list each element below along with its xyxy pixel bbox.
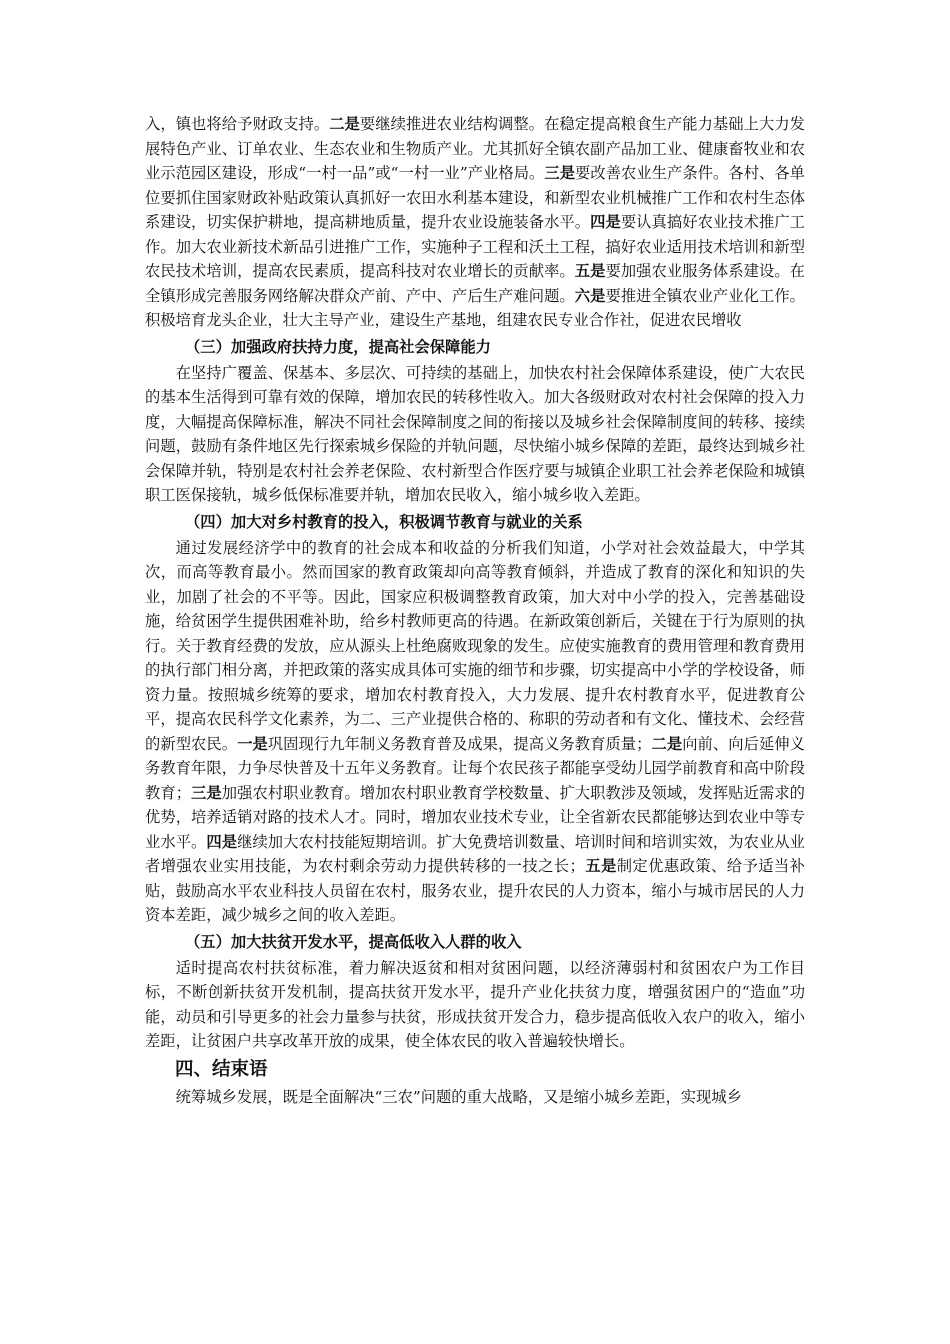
chapter-heading-conclusion: 四、结束语 <box>175 1058 268 1080</box>
paragraph-poverty: 适时提高农村扶贫标准，着力解决返贫和相对贫困问题，以经济薄弱村和贫困农户为工作目标，不断创新扶贫开发机制，提高扶贫开发水平，提升产业化扶贫力度，增强贫困户的“造血”功能，动员和引导更多的社会力量参与扶贫，形成扶贫开发合力，稳步提高低收入农户的收入，缩小差距，让贫困户共享改革开放的成果，使全体农民的收入普遍较快增长。 <box>145 958 805 1050</box>
text: 加强农村职业教育。增加农村职业教育学校数量、扩大职教涉及领域，发挥贴近需求的优势，培养适销对路的技术人才。同时，增加农业技术专业，让全省新农民都能够达到农业中等专业水平。 <box>145 783 805 851</box>
bold-marker: 三是 <box>191 783 222 802</box>
bold-marker: 四是 <box>590 213 621 231</box>
text: 要继续推进农业结构调整。在稳定提高粮食生产能力基础上大力发展特色产业、订单农业、生态农业和生物质产业。尤其抓好全镇农副产品加工业、健康畜牧业和农业示范园区建设，形成“一村一品”或“一村一业”产业格局。 <box>145 115 805 182</box>
text: 入，镇也将给予财政支持。 <box>145 115 330 133</box>
paragraph-agri-measures <box>145 112 805 333</box>
paragraph-social-security: 在坚持广覆盖、保基本、多层次、可持续的基础上，加快农村社会保障体系建设，使广大农民的基本生活得到可靠有效的保障，增加农民的转移性收入。加大各级财政对农村社会保障的投入力度，大幅提高保障标准，解决不同社会保障制度之间的衔接以及城乡社会保障制度间的转移、接续问题，鼓励有条件地区先行探索城乡保险的并轨问题，尽快缩小城乡保障的差距，最终达到城乡社会保障并轨，特别是农村社会养老保险、农村新型合作医疗要与城镇企业职工社会养老保险和城镇职工医保接轨，城乡低保标准要并轨，增加农民收入，缩小城乡收入差距。 <box>145 363 805 504</box>
text: 向前、向后延伸义务教育年限，力争尽快普及十五年义务教育。让每个农民孩子都能享受幼儿园学前教育和高中阶段教育； <box>145 734 805 802</box>
bold-marker: 五是 <box>584 857 617 875</box>
section-heading-3: （三）加强政府扶持力度，提高社会保障能力 <box>185 337 491 356</box>
text: 通过发展经济学中的教育的社会成本和收益的分析我们知道，小学对社会效益最大，中学其次，而高等教育最小。然而国家的教育政策却向高等教育倾斜，并造成了教育的深化和知识的失业，加剧了社会的不平等。因此，国家应积极调整教育政策，加大对中小学的投入，完善基础设施，给贫困学生提供困难补助，给乡村教师更高的待遇。在新政策创新后，关键在于行为原则的执行。关于教育经费的发放，应从源头上杜绝腐败现象的发生。应使实施教育的费用管理和教育费用的执行部门相分离，并把政策的落实成具体可实施的细节和步骤，切实提高中小学的学校设备，师资力量。按照城乡统筹的要求，增加农村教育投入，大力发展、提升农村教育水平，促进教育公平，提高农民科学文化素养，为二、三产业提供合格的、称职的劳动者和有文化、懂技术、会经营的新型农民。 <box>145 538 805 753</box>
text: 巩固现行九年制义务教育普及成果，提高义务教育质量； <box>267 734 652 753</box>
section-heading-5: （五）加大扶贫开发水平，提高低收入人群的收入 <box>185 932 522 951</box>
section-heading-4: （四）加大对乡村教育的投入，积极调节教育与就业的关系 <box>185 512 583 531</box>
text: 要推进全镇农业产业化工作。积极培育龙头企业，壮大主导产业，建设生产基地，组建农民专业合作社，促进农民增收 <box>145 286 805 329</box>
text: 制定优惠政策、给予适当补贴，鼓励高水平农业科技人员留在农村，服务农业，提升农民的人力资本，缩小与城市居民的人力资本差距，减少城乡之间的收入差距。 <box>145 857 805 924</box>
text: 要改善农业生产条件。各村、各单位要抓住国家财政补贴政策认真抓好一农田水利基本建设，和新型农业机械推广工作和农村生态体系建设，切实保护耕地，提高耕地质量，提升农业设施装备水平。 <box>145 164 805 231</box>
bold-marker: 四是 <box>206 832 238 851</box>
paragraph-conclusion: 统筹城乡发展，既是全面解决“三农”问题的重大战略，又是缩小城乡差距，实现城乡 <box>175 1087 742 1106</box>
paragraph-education <box>145 536 805 928</box>
bold-marker: 五是 <box>574 262 606 280</box>
bold-marker: 六是 <box>574 286 606 305</box>
bold-marker: 三是 <box>544 164 576 182</box>
bold-marker: 一是 <box>237 734 268 753</box>
bold-marker: 二是 <box>651 734 683 753</box>
text: 继续加大农村技能短期培训。扩大免费培训数量、培训时间和培训实效，为农业从业者增强农业实用技能，为农村剩余劳动力提供转移的一技之长； <box>145 832 805 875</box>
text: 要认真搞好农业技术推广工作。加大农业新技术新品引进推广工作，实施种子工程和沃土工程，搞好农业适用技术培训和新型农民技术培训，提高农民素质，提高科技对农业增长的贡献率。 <box>145 213 805 280</box>
bold-marker: 二是 <box>329 115 360 133</box>
document-page <box>145 112 805 1109</box>
text: 要加强农业服务体系建设。在全镇形成完善服务网络解决群众产前、产中、产后生产难问题。 <box>145 262 805 305</box>
